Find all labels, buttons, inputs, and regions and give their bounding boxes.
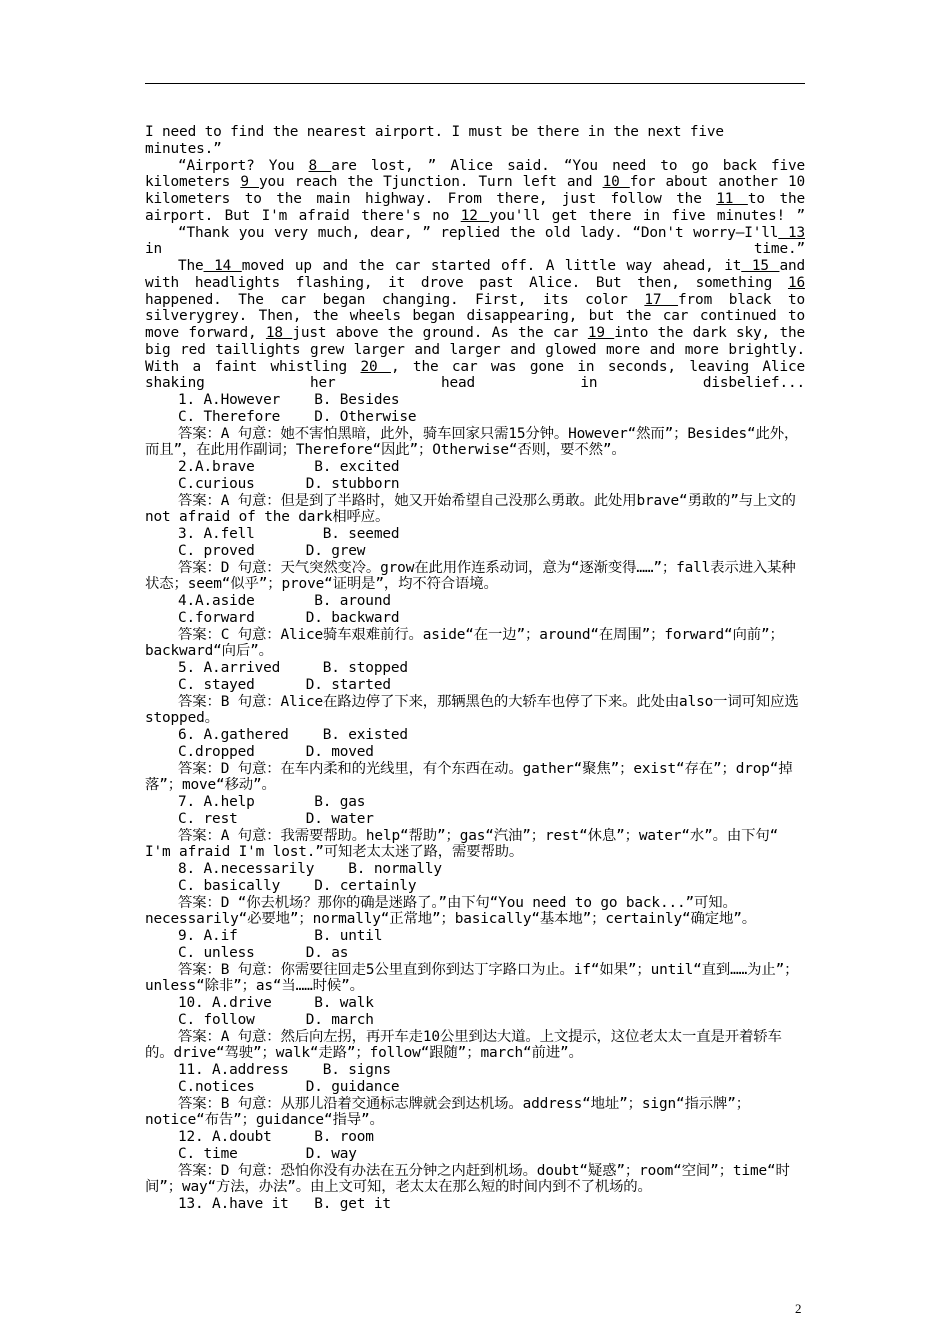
question-options: C. stayed D. started <box>178 676 391 693</box>
passage-paragraph: “Thank you very much, dear, ” replied the old lady. “Don't worry—I'll 13 in time.” <box>145 224 805 258</box>
question-options: C. basically D. certainly <box>178 877 417 894</box>
question-options: 4.A.aside B. around <box>178 593 391 609</box>
blank-9: 9 <box>240 174 259 191</box>
page-number: 2 <box>795 1301 802 1316</box>
answer-explanation: 答案：B 句意：你需要往回走5公里直到你到达丁字路口为止。if“如果”；until“直到……为止”；unless“除非”；as“当……时候”。 <box>145 961 799 995</box>
blank-18: 18 <box>265 325 293 341</box>
blank-11: 11 <box>716 191 748 207</box>
question-options: C. follow D. march <box>178 1011 374 1028</box>
question-options: C.forward D. backward <box>178 609 400 626</box>
question-options: C. unless D. as <box>178 944 349 961</box>
question-options: 6. A.gathered B. existed <box>178 727 408 743</box>
question-options: 10. A.drive B. walk <box>178 995 374 1011</box>
question-options: 5. A.arrived B. stopped <box>178 660 408 676</box>
question-options: 9. A.if B. until <box>178 928 383 944</box>
blank-17: 17 <box>644 291 679 308</box>
blank-15: 15 <box>741 258 780 274</box>
answer-explanation: 答案：D “你去机场？那你的确是迷路了。”由下句“You need to go back...”可知。necessarily“必要地”；normally“正常地”；basically“基本地”；certainly“确定地”。 <box>145 894 756 928</box>
question-options: C. rest D. water <box>178 810 374 827</box>
answer-explanation: 答案：A 句意：然后向左拐，再开车走10公里到达大道。上文提示，这位老太太一直是开着轿车的。drive“驾驶”；walk“走路”；follow“跟随”；march“前进”。 <box>145 1028 782 1062</box>
blank-16: 16 <box>787 274 805 291</box>
answer-explanation: 答案：B 句意：Alice在路边停了下来，那辆黑色的大轿车也停了下来。此处由also一词可知应选stopped。 <box>145 693 799 727</box>
answer-explanation: 答案：D 句意：在车内柔和的光线里，有个东西在动。gather“聚焦”；exist“存在”；drop“掉落”；move“移动”。 <box>145 760 793 794</box>
blank-13: 13 <box>778 224 805 241</box>
question-options: C. time D. way <box>178 1145 357 1162</box>
blank-14: 14 <box>203 258 242 274</box>
question-options: C.dropped D. moved <box>178 743 374 760</box>
answer-explanation: 答案：B 句意：从那儿沿着交通标志牌就会到达机场。address“地址”；sign“指示牌”；notice“布告”；guidance“指导”。 <box>145 1095 750 1129</box>
question-options: 12. A.doubt B. room <box>178 1129 374 1145</box>
answer-explanation: 答案：A 句意：我需要帮助。help“帮助”；gas“汽油”；rest“休息”；water“水”。由下句“ I'm afraid I'm lost.”可知老太太迷了路，需要帮助。 <box>145 827 779 861</box>
answer-explanation: 答案：D 句意：恐怕你没有办法在五分钟之内赶到机场。doubt“疑惑”；room“空间”；time“时间”；way“方法，办法”。由上文可知，老太太在那么短的时间内到不了机场的。 <box>145 1162 790 1196</box>
answer-explanation: 答案：D 句意：天气突然变冷。grow在此用作连系动词，意为“逐渐变得……”；fall表示进入某种状态；seem“似乎”；prove“证明是”，均不符合语境。 <box>145 559 796 593</box>
question-options: C. Therefore D. Otherwise <box>178 408 417 425</box>
passage-line: I need to find the nearest airport. I must be there in the next five minutes.” <box>145 124 724 157</box>
blank-19: 19 <box>587 325 615 341</box>
passage-paragraph: The 14 moved up and the car started off. A little way ahead, it 15 and with headlights flashing, it drove past Alice. But then, something 16 happened. The car began changing. First, its color 17 from black to silverygrey. Then, the wheels began disappearing, but the car continued to move forward, 18 just above the ground. As the car 19 into the dark sky, the big red taillights grew larger and larger and glowed more and more brightly. With a faint whistling 20 , the car was gone in seconds, leaving Alice shaking her head in disbelief... <box>145 258 806 392</box>
blank-20: 20 <box>360 358 391 375</box>
blank-12: 12 <box>460 207 490 224</box>
answer-explanation: 答案：A 句意：但是到了半路时，她又开始希望自己没那么勇敢。此处用brave“勇敢的”与上文的not afraid of the dark相呼应。 <box>145 492 796 526</box>
question-options: C.curious D. stubborn <box>178 475 400 492</box>
header-rule <box>145 83 805 84</box>
blank-8: 8 <box>308 157 332 174</box>
answer-explanation: 答案：C 句意：Alice骑车艰难前行。aside“在一边”；around“在周围”；forward“向前”；backward“向后”。 <box>145 626 784 660</box>
question-options: 11. A.address B. signs <box>178 1062 391 1078</box>
passage-paragraph: “Airport? You 8 are lost, ” Alice said. “You need to go back five kilometers 9 you reach the Tjunction. Turn left and 10 for about another 10 kilometers to the main highway. From there, just follow the 11 to the airport. But I'm afraid there's no 12 you'll get there in five minutes! ” <box>145 157 806 224</box>
document-body <box>145 124 805 1213</box>
question-options: 2.A.brave B. excited <box>178 459 400 475</box>
question-options: 3. A.fell B. seemed <box>178 526 400 542</box>
question-options: 13. A.have it B. get it <box>178 1196 391 1212</box>
question-options: C. proved D. grew <box>178 542 366 559</box>
question-options: 1. A.However B. Besides <box>178 392 400 408</box>
answer-explanation: 答案：A 句意：她不害怕黑暗，此外，骑车回家只需15分钟。However“然而”；Besides“此外，而且”，在此用作副词；Therefore“因此”；Otherwise“否则，要不然”。 <box>145 425 799 459</box>
question-options: 8. A.necessarily B. normally <box>178 861 442 877</box>
question-options: C.notices D. guidance <box>178 1078 400 1095</box>
question-options: 7. A.help B. gas <box>178 794 366 810</box>
blank-10: 10 <box>602 174 630 191</box>
